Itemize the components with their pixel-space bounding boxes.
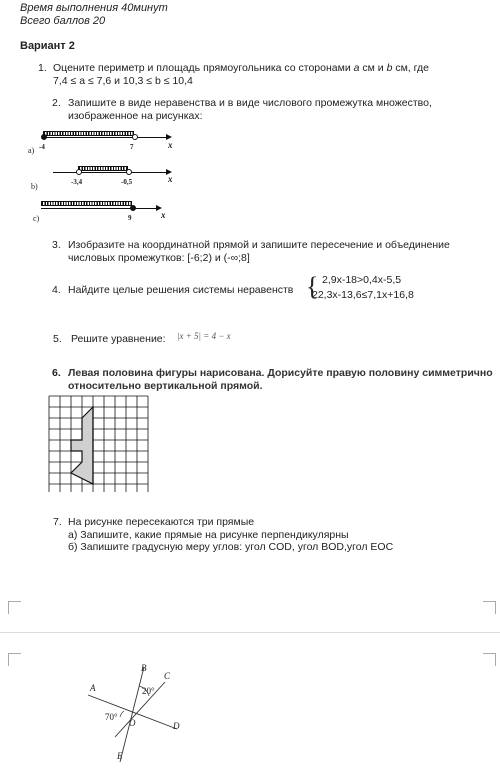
task6-number: 6. (52, 367, 61, 379)
point-a-left (41, 134, 47, 140)
angle-70-label: 70° (105, 712, 118, 722)
fig-c-label: c) (33, 214, 40, 223)
system-eq2: 22,3x-13,6≤7,1x+16,8 (312, 289, 414, 301)
point-b-right (126, 169, 132, 175)
task5-text: Решите уравнение: (71, 333, 166, 345)
task4-text: Найдите целые решения системы неравенств (68, 284, 294, 296)
point-E: E (117, 751, 123, 761)
point-B: B (141, 663, 147, 673)
task3-number: 3. (52, 239, 61, 251)
fig-b-right-value: -0,5 (121, 178, 133, 186)
task2-number: 2. (52, 97, 61, 109)
point-a-right (132, 134, 138, 140)
fig-b-x: x (168, 174, 173, 184)
corner-mark-bottom-left (8, 653, 21, 666)
system-eq1: 2,9x-18>0,4x-5,5 (322, 274, 402, 286)
task7-number: 7. (53, 516, 62, 528)
symmetry-grid (44, 392, 159, 497)
axis-c (41, 208, 158, 209)
hatch-a (43, 131, 134, 136)
time-limit: Время выполнения 40минут (20, 2, 168, 14)
axis-b (53, 172, 168, 173)
task2-text: Запишите в виде неравенства и в виде числового промежутка множество, изображенное на рисунках: (68, 97, 432, 122)
point-A: A (90, 683, 96, 693)
angle-20-label: 20° (142, 686, 155, 696)
corner-mark-bottom-right (483, 653, 496, 666)
fig-a-x: x (168, 140, 173, 150)
task5-equation: |x + 5| = 4 − x (177, 331, 231, 341)
corner-mark-top-left (8, 601, 21, 614)
task3-text: Изобразите на координатной прямой и запишите пересечение и объединение числовых промежутков: [-6;2) и (-∞;8] (68, 239, 450, 264)
task1-text: Оцените периметр и площадь прямоугольника со сторонами a см и b см, где 7,4 ≤ a ≤ 7,6 и 10,3 ≤ b ≤ 10,4 (53, 62, 429, 87)
hatch-b (78, 166, 128, 171)
page-divider (0, 632, 500, 633)
point-D: D (173, 721, 180, 731)
point-c-right (130, 205, 136, 211)
point-O: O (129, 718, 136, 728)
axis-a (43, 137, 168, 138)
half-figure (71, 407, 93, 484)
fig-a-left-value: -4 (39, 143, 45, 151)
task6-text: Левая половина фигуры нарисована. Дорисуйте правую половину симметрично относительно вертикальной прямой. (68, 367, 493, 392)
corner-mark-top-right (483, 601, 496, 614)
task5-number: 5. (53, 333, 62, 345)
task1-number: 1. (38, 62, 47, 74)
fig-c-x: x (161, 210, 166, 220)
task4-number: 4. (52, 284, 61, 296)
hatch-c (41, 201, 132, 206)
task7-text: На рисунке пересекаются три прямые а) Запишите, какие прямые на рисунке перпендикулярны б) Запишите градусную меру углов: угол COD, угол BOD,угол EOC (68, 516, 394, 553)
system-brace: { (306, 272, 319, 301)
variant-title: Вариант 2 (20, 40, 75, 52)
fig-b-label: b) (31, 182, 38, 191)
fig-a-right-value: 7 (130, 143, 134, 151)
point-C: C (164, 671, 171, 681)
fig-a-label: a) (28, 146, 35, 155)
total-points: Всего баллов 20 (20, 15, 106, 27)
fig-b-left-value: -3,4 (71, 178, 83, 186)
fig-c-right-value: 9 (128, 214, 132, 222)
point-b-left (76, 169, 82, 175)
angle-figure (80, 662, 190, 772)
